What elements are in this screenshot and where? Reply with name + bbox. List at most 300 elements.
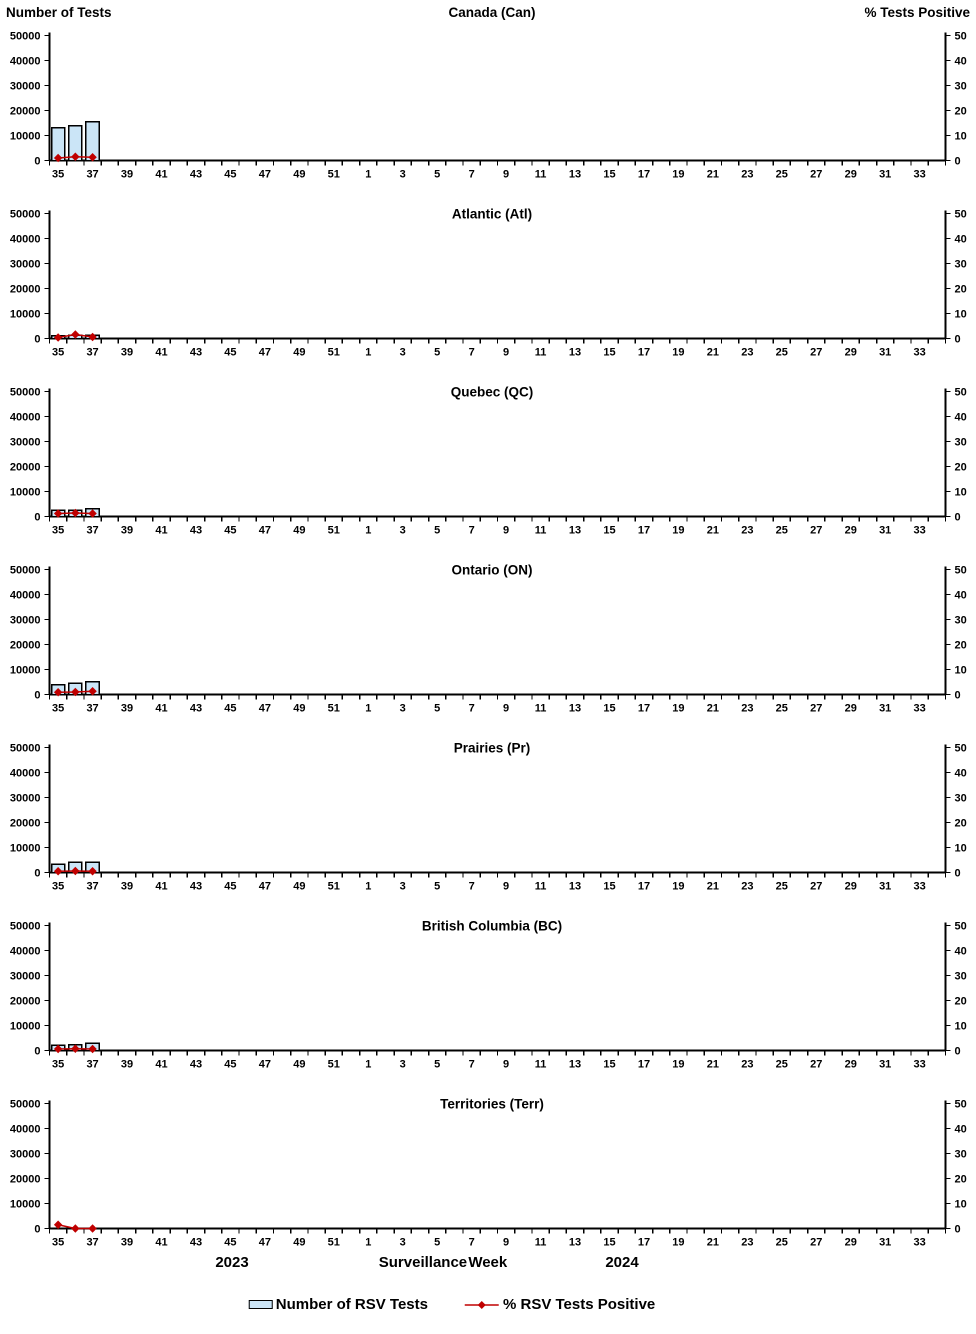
- y-left-tick-label: 10000: [9, 308, 41, 321]
- x-tick-label: 19: [672, 524, 685, 534]
- x-tick-label: 33: [913, 702, 926, 712]
- x-tick-label: 11: [534, 168, 547, 178]
- legend-label-pct: % RSV Tests Positive: [502, 1296, 656, 1313]
- x-tick-label: 11: [534, 346, 547, 356]
- y-right-tick-label: 20: [954, 995, 967, 1008]
- y-right-tick-label: 40: [954, 411, 967, 424]
- x-tick-label: 1: [365, 1058, 372, 1068]
- x-tick-label: 49: [293, 702, 306, 712]
- tick-labels: [9, 740, 967, 891]
- y-right-tick-label: 50: [954, 920, 967, 933]
- x-tick-label: 39: [120, 346, 134, 356]
- legend-item-tests: [249, 1296, 428, 1313]
- y-left-tick-label: 20000: [9, 1173, 41, 1186]
- panel-title: Territories (Terr): [440, 1096, 544, 1112]
- x-tick-label: 49: [293, 168, 306, 178]
- x-tick-label: 43: [189, 1236, 203, 1246]
- y-right-tick-label: 10: [954, 308, 967, 321]
- x-tick-label: 47: [258, 880, 272, 890]
- pct-positive-diamond: [88, 333, 96, 341]
- x-tick-label: 31: [879, 880, 892, 890]
- y-left-tick-label: 20000: [9, 461, 41, 474]
- y-left-tick-label: 50000: [9, 742, 41, 755]
- y-right-tick-label: 20: [954, 1173, 967, 1186]
- y-right-tick-label: 0: [954, 511, 961, 524]
- x-tick-label: 7: [468, 168, 475, 178]
- x-tick-label: 27: [810, 524, 823, 534]
- y-left-tick-label: 10000: [9, 1198, 41, 1211]
- tick-marks: [45, 1104, 951, 1234]
- y-left-tick-label: 0: [34, 689, 41, 702]
- x-tick-label: 43: [189, 524, 203, 534]
- x-tick-label: 51: [327, 702, 340, 712]
- y-left-tick-label: 20000: [9, 283, 41, 296]
- bar-swatch-icon: [249, 1300, 273, 1309]
- chart-panel-quebec-qc: [0, 356, 976, 534]
- x-tick-label: 29: [844, 1236, 857, 1246]
- x-tick-label: 27: [810, 880, 823, 890]
- pct-positive-diamond: [88, 1224, 96, 1232]
- x-tick-label: 3: [399, 880, 406, 890]
- x-tick-label: 5: [434, 168, 441, 178]
- x-tick-label: 41: [155, 880, 168, 890]
- x-tick-label: 45: [224, 880, 237, 890]
- x-tick-label: 25: [775, 1058, 788, 1068]
- x-tick-label: 23: [741, 168, 754, 178]
- x-tick-label: 51: [327, 1236, 340, 1246]
- x-tick-label: 13: [568, 1058, 582, 1068]
- y-right-tick-label: 10: [954, 1020, 967, 1033]
- x-tick-label: 41: [155, 1236, 168, 1246]
- x-tick-label: 23: [741, 1236, 754, 1246]
- y-right-tick-label: 50: [954, 208, 967, 221]
- x-tick-label: 29: [844, 702, 857, 712]
- x-axis-title: Surveillance Week: [378, 1254, 508, 1271]
- y-right-tick-label: 0: [954, 1045, 961, 1058]
- y-right-tick-label: 40: [954, 589, 967, 602]
- x-tick-label: 17: [637, 702, 651, 712]
- left-axis-title: Number of Tests: [6, 5, 112, 20]
- y-right-tick-label: 0: [954, 689, 961, 702]
- x-tick-label: 11: [534, 702, 547, 712]
- x-tick-label: 3: [399, 346, 406, 356]
- x-tick-label: 15: [603, 346, 616, 356]
- y-left-tick-label: 20000: [9, 105, 41, 118]
- x-tick-label: 13: [568, 702, 582, 712]
- x-tick-label: 51: [327, 880, 340, 890]
- x-tick-label: 31: [879, 346, 892, 356]
- y-right-tick-label: 30: [954, 1148, 967, 1161]
- x-tick-label: 35: [51, 168, 65, 178]
- right-axis-title: % Tests Positive: [864, 5, 970, 20]
- x-tick-label: 13: [568, 168, 582, 178]
- y-left-tick-label: 30000: [9, 258, 41, 271]
- x-tick-label: 39: [120, 524, 134, 534]
- x-tick-label: 27: [810, 1058, 823, 1068]
- tick-marks: [45, 926, 951, 1056]
- x-tick-label: 25: [775, 702, 788, 712]
- x-tick-label: 9: [503, 168, 510, 178]
- x-tick-label: 35: [51, 346, 65, 356]
- x-tick-label: 49: [293, 1058, 306, 1068]
- y-left-tick-label: 0: [34, 867, 41, 880]
- x-tick-label: 39: [120, 702, 134, 712]
- y-left-tick-label: 20000: [9, 639, 41, 652]
- tick-labels: [9, 918, 967, 1069]
- x-tick-label: 17: [637, 1058, 651, 1068]
- x-tick-label: 47: [258, 1058, 272, 1068]
- x-tick-label: 41: [155, 524, 168, 534]
- x-tick-label: 13: [568, 346, 582, 356]
- chart-panel-territories-terr: [0, 1068, 976, 1246]
- y-left-tick-label: 0: [34, 333, 41, 346]
- tick-marks: [45, 392, 951, 522]
- x-tick-label: 3: [399, 1236, 406, 1246]
- x-tick-label: 21: [706, 1058, 720, 1068]
- x-tick-label: 5: [434, 702, 441, 712]
- x-tick-label: 43: [189, 168, 203, 178]
- x-tick-label: 39: [120, 880, 134, 890]
- pct-positive-diamond: [54, 333, 62, 341]
- x-tick-label: 45: [224, 702, 237, 712]
- y-left-tick-label: 30000: [9, 970, 41, 983]
- x-tick-label: 51: [327, 168, 340, 178]
- y-right-tick-label: 10: [954, 1198, 967, 1211]
- y-left-tick-label: 30000: [9, 80, 41, 93]
- x-tick-label: 21: [706, 168, 720, 178]
- panel-title: Quebec (QC): [450, 384, 534, 400]
- y-left-tick-label: 40000: [9, 411, 41, 424]
- x-tick-label: 17: [637, 346, 651, 356]
- y-right-tick-label: 20: [954, 817, 967, 830]
- y-right-tick-label: 20: [954, 461, 967, 474]
- x-tick-label: 21: [706, 702, 720, 712]
- x-tick-label: 31: [879, 524, 892, 534]
- y-left-tick-label: 30000: [9, 614, 41, 627]
- x-tick-label: 45: [224, 1058, 237, 1068]
- y-left-tick-label: 50000: [9, 1098, 41, 1111]
- x-tick-label: 49: [293, 346, 306, 356]
- axes: [50, 923, 946, 1051]
- panel-title: Canada (Can): [448, 5, 536, 20]
- tick-labels: [9, 562, 967, 713]
- x-tick-label: 51: [327, 1058, 340, 1068]
- tick-marks: [45, 748, 951, 878]
- y-right-tick-label: 40: [954, 1123, 967, 1136]
- x-tick-label: 31: [879, 1236, 892, 1246]
- legend-label-tests: Number of RSV Tests: [275, 1296, 428, 1313]
- x-tick-label: 51: [327, 346, 340, 356]
- y-right-tick-label: 20: [954, 639, 967, 652]
- y-right-tick-label: 50: [954, 386, 967, 399]
- x-tick-label: 31: [879, 702, 892, 712]
- x-tick-label: 5: [434, 880, 441, 890]
- y-left-tick-label: 40000: [9, 55, 41, 68]
- x-tick-label: 5: [434, 1058, 441, 1068]
- x-tick-label: 47: [258, 1236, 272, 1246]
- x-tick-label: 43: [189, 880, 203, 890]
- x-tick-label: 35: [51, 524, 65, 534]
- x-tick-label: 19: [672, 702, 685, 712]
- y-left-tick-label: 0: [34, 1223, 41, 1236]
- x-tick-label: 17: [637, 1236, 651, 1246]
- y-left-tick-label: 20000: [9, 817, 41, 830]
- x-tick-label: 43: [189, 1058, 203, 1068]
- x-tick-label: 21: [706, 524, 720, 534]
- tick-marks: [45, 214, 951, 344]
- y-right-tick-label: 40: [954, 767, 967, 780]
- x-tick-label: 7: [468, 524, 475, 534]
- x-tick-label: 45: [224, 1236, 237, 1246]
- pct-positive-points: [54, 1221, 97, 1233]
- x-tick-label: 11: [534, 880, 547, 890]
- x-tick-label: 7: [468, 346, 475, 356]
- panel-title: British Columbia (BC): [421, 918, 563, 934]
- x-tick-label: 7: [468, 1058, 475, 1068]
- x-tick-label: 47: [258, 524, 272, 534]
- axes: [50, 211, 946, 339]
- y-left-tick-label: 30000: [9, 1148, 41, 1161]
- x-tick-label: 33: [913, 1236, 926, 1246]
- x-tick-label: 39: [120, 1236, 134, 1246]
- x-tick-label: 1: [365, 1236, 372, 1246]
- y-right-tick-label: 0: [954, 867, 961, 880]
- x-tick-label: 17: [637, 524, 651, 534]
- y-right-tick-label: 40: [954, 55, 967, 68]
- x-tick-label: 9: [503, 1058, 510, 1068]
- x-tick-label: 45: [224, 524, 237, 534]
- y-right-tick-label: 50: [954, 742, 967, 755]
- y-right-tick-label: 50: [954, 1098, 967, 1111]
- x-tick-label: 25: [775, 880, 788, 890]
- y-right-tick-label: 10: [954, 130, 967, 143]
- legend-item-pct: [464, 1296, 655, 1313]
- x-tick-label: 49: [293, 524, 306, 534]
- y-left-tick-label: 50000: [9, 30, 41, 43]
- y-right-tick-label: 30: [954, 258, 967, 271]
- x-tick-label: 11: [534, 1058, 547, 1068]
- x-tick-label: 41: [155, 1058, 168, 1068]
- y-left-tick-label: 30000: [9, 792, 41, 805]
- tick-labels: [9, 206, 967, 357]
- x-tick-label: 15: [603, 880, 616, 890]
- x-tick-label: 5: [434, 346, 441, 356]
- x-tick-label: 29: [844, 1058, 857, 1068]
- y-left-tick-label: 0: [34, 511, 41, 524]
- x-tick-label: 47: [258, 702, 272, 712]
- x-tick-label: 3: [399, 168, 406, 178]
- x-tick-label: 27: [810, 346, 823, 356]
- axes: [50, 1101, 946, 1229]
- x-tick-label: 35: [51, 1058, 65, 1068]
- axes: [50, 745, 946, 873]
- y-left-tick-label: 50000: [9, 386, 41, 399]
- axes: [50, 567, 946, 695]
- x-tick-label: 1: [365, 524, 372, 534]
- x-tick-label: 1: [365, 880, 372, 890]
- y-left-tick-label: 50000: [9, 208, 41, 221]
- x-tick-label: 19: [672, 880, 685, 890]
- x-tick-label: 23: [741, 524, 754, 534]
- x-tick-label: 9: [503, 346, 510, 356]
- x-tick-label: 11: [534, 1236, 547, 1246]
- panel-title: Ontario (ON): [451, 562, 533, 578]
- y-left-tick-label: 10000: [9, 664, 41, 677]
- x-axis-footer: [0, 1246, 976, 1286]
- x-tick-label: 15: [603, 1236, 616, 1246]
- x-tick-label: 19: [672, 1236, 685, 1246]
- x-tick-label: 17: [637, 168, 651, 178]
- chart-panel-canada-can: [0, 0, 976, 178]
- x-tick-label: 39: [120, 1058, 134, 1068]
- x-tick-label: 27: [810, 702, 823, 712]
- chart-panel-atlantic-atl: [0, 178, 976, 356]
- axes: [50, 389, 946, 517]
- x-tick-label: 7: [468, 702, 475, 712]
- x-tick-label: 19: [672, 168, 685, 178]
- x-tick-label: 41: [155, 702, 168, 712]
- x-tick-label: 29: [844, 168, 857, 178]
- y-right-tick-label: 50: [954, 564, 967, 577]
- pct-positive-diamond: [71, 1224, 79, 1232]
- y-left-tick-label: 40000: [9, 233, 41, 246]
- x-tick-label: 27: [810, 168, 823, 178]
- x-tick-label: 47: [258, 346, 272, 356]
- x-tick-label: 29: [844, 524, 857, 534]
- x-tick-label: 9: [503, 880, 510, 890]
- tick-labels: [10, 31, 967, 179]
- x-tick-label: 43: [189, 702, 203, 712]
- x-tick-label: 19: [672, 1058, 685, 1068]
- y-left-tick-label: 10000: [9, 130, 41, 143]
- y-left-tick-label: 50000: [9, 564, 41, 577]
- x-tick-label: 25: [775, 346, 788, 356]
- x-tick-label: 25: [775, 1236, 788, 1246]
- y-left-tick-label: 0: [34, 1045, 41, 1058]
- pct-positive-points: [54, 330, 97, 341]
- chart-panel-british-columbia-bc: [0, 890, 976, 1068]
- x-tick-label: 21: [706, 880, 720, 890]
- y-left-tick-label: 40000: [9, 767, 41, 780]
- y-right-tick-label: 0: [954, 1223, 961, 1236]
- x-tick-label: 15: [603, 524, 616, 534]
- x-tick-label: 37: [86, 702, 99, 712]
- x-tick-label: 13: [568, 1236, 582, 1246]
- x-tick-label: 9: [503, 524, 510, 534]
- x-tick-label: 9: [503, 702, 510, 712]
- x-tick-label: 35: [51, 702, 65, 712]
- x-tick-label: 23: [741, 1058, 754, 1068]
- x-tick-label: 21: [706, 1236, 720, 1246]
- line-diamond-marker-icon: [464, 1299, 500, 1311]
- year-label-2023: 2023: [215, 1254, 249, 1271]
- x-tick-label: 43: [189, 346, 203, 356]
- x-tick-label: 51: [327, 524, 340, 534]
- x-tick-label: 23: [741, 880, 754, 890]
- x-tick-label: 45: [224, 168, 237, 178]
- y-right-tick-label: 0: [954, 333, 961, 346]
- x-tick-label: 3: [399, 702, 406, 712]
- y-left-tick-label: 30000: [9, 436, 41, 449]
- x-tick-label: 23: [741, 702, 754, 712]
- y-right-tick-label: 30: [954, 614, 967, 627]
- y-left-tick-label: 20000: [9, 995, 41, 1008]
- x-tick-label: 1: [365, 346, 372, 356]
- y-right-tick-label: 30: [954, 436, 967, 449]
- x-tick-label: 33: [913, 346, 926, 356]
- x-tick-label: 29: [844, 880, 857, 890]
- y-left-tick-label: 50000: [9, 920, 41, 933]
- y-right-tick-label: 40: [954, 945, 967, 958]
- x-tick-label: 13: [568, 880, 582, 890]
- x-tick-label: 15: [603, 168, 616, 178]
- x-tick-label: 37: [86, 346, 99, 356]
- x-tick-label: 39: [120, 168, 134, 178]
- tick-marks: [45, 36, 951, 166]
- y-right-tick-label: 30: [954, 970, 967, 983]
- y-right-tick-label: 50: [954, 30, 967, 43]
- x-tick-label: 31: [879, 1058, 892, 1068]
- x-tick-label: 49: [293, 1236, 306, 1246]
- y-right-tick-label: 30: [954, 792, 967, 805]
- y-right-tick-label: 40: [954, 233, 967, 246]
- y-right-tick-label: 30: [954, 80, 967, 93]
- chart-panel-ontario-on: [0, 534, 976, 712]
- x-tick-label: 45: [224, 346, 237, 356]
- x-tick-label: 13: [568, 524, 582, 534]
- x-tick-label: 37: [86, 1058, 99, 1068]
- x-tick-label: 35: [51, 1236, 65, 1246]
- x-tick-label: 37: [86, 168, 99, 178]
- y-left-tick-label: 40000: [9, 589, 41, 602]
- tick-labels: [9, 384, 967, 535]
- year-label-2024: 2024: [605, 1254, 639, 1271]
- y-right-tick-label: 20: [954, 283, 967, 296]
- x-tick-label: 9: [503, 1236, 510, 1246]
- x-tick-label: 33: [913, 880, 926, 890]
- x-tick-label: 25: [775, 524, 788, 534]
- y-left-tick-label: 40000: [9, 1123, 41, 1136]
- y-left-tick-label: 40000: [9, 945, 41, 958]
- x-tick-label: 19: [672, 346, 685, 356]
- x-tick-label: 37: [86, 524, 99, 534]
- x-tick-label: 1: [365, 168, 372, 178]
- y-right-tick-label: 0: [954, 155, 961, 168]
- x-tick-label: 41: [155, 168, 168, 178]
- y-right-tick-label: 10: [954, 664, 967, 677]
- x-tick-label: 29: [844, 346, 857, 356]
- x-tick-label: 23: [741, 346, 754, 356]
- y-right-tick-label: 20: [954, 105, 967, 118]
- x-tick-label: 33: [913, 168, 926, 178]
- x-tick-label: 15: [603, 1058, 616, 1068]
- x-tick-label: 37: [86, 1236, 99, 1246]
- x-tick-label: 5: [434, 524, 441, 534]
- y-left-tick-label: 0: [34, 155, 41, 168]
- x-tick-label: 31: [879, 168, 892, 178]
- y-left-tick-label: 10000: [9, 842, 41, 855]
- y-left-tick-label: 10000: [9, 1020, 41, 1033]
- x-tick-label: 35: [51, 880, 65, 890]
- x-tick-label: 49: [293, 880, 306, 890]
- y-right-tick-label: 10: [954, 486, 967, 499]
- axes: [50, 33, 946, 161]
- x-tick-label: 33: [913, 1058, 926, 1068]
- panel-title: Prairies (Pr): [453, 740, 531, 756]
- x-tick-label: 15: [603, 702, 616, 712]
- x-tick-label: 17: [637, 880, 651, 890]
- chart-panel-prairies-pr: [0, 712, 976, 890]
